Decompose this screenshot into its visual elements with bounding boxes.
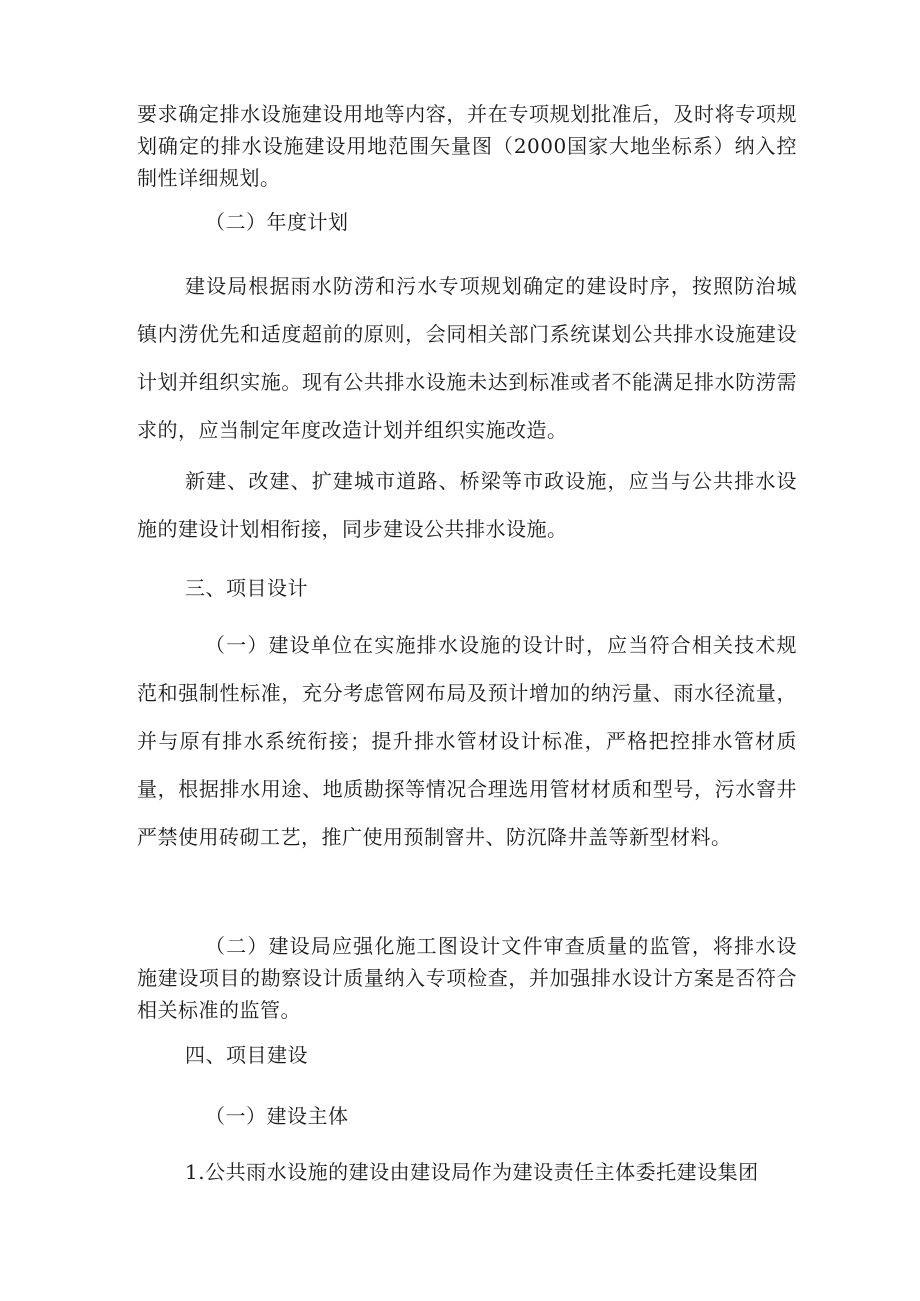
paragraph-planning-land-use: 要求确定排水设施建设用地等内容，并在专项规划批准后，及时将专项规划确定的排水设施建设用地范围矢量图（2000国家大地坐标系）纳入控制性详细规划。 [137,102,797,190]
paragraph-municipal-facilities: 新建、改建、扩建城市道路、桥梁等市政设施，应当与公共排水设施的建设计划相衔接，同步建设公共排水设施。 [137,469,797,541]
paragraph-design-standards: （一）建设单位在实施排水设施的设计时，应当符合相关技术规范和强制性标准，充分考虑管网布局及预计增加的纳污量、雨水径流量，并与原有排水系统衔接；提升排水管材设计标准，严格把控排水管材质量，根据排水用途、地质勘探等情况合理选用管材材质和型号，污水窨井严禁使用砖砌工艺，推广使用预制窨井、防沉降井盖等新型材料。 [137,633,797,849]
paragraph-rainwater-facilities: 1.公共雨水设施的建设由建设局作为建设责任主体委托建设集团 [185,1160,759,1184]
heading-project-construction: 四、项目建设 [185,1043,308,1067]
heading-project-design: 三、项目设计 [185,576,308,600]
paragraph-annual-plan: 建设局根据雨水防涝和污水专项规划确定的建设时序，按照防治城镇内涝优先和适度超前的原则，会同相关部门系统谋划公共排水设施建设计划并组织实施。现有公共排水设施未达到标准或者不能满足排水防涝需求的，应当制定年度改造计划并组织实施改造。 [137,274,797,442]
paragraph-design-supervision: （二）建设局应强化施工图设计文件审查质量的监管，将排水设施建设项目的勘察设计质量纳入专项检查，并加强排水设计方案是否符合相关标准的监管。 [137,934,797,1022]
heading-construction-subject: （一）建设主体 [205,1104,349,1128]
heading-annual-plan: （二）年度计划 [205,210,349,234]
